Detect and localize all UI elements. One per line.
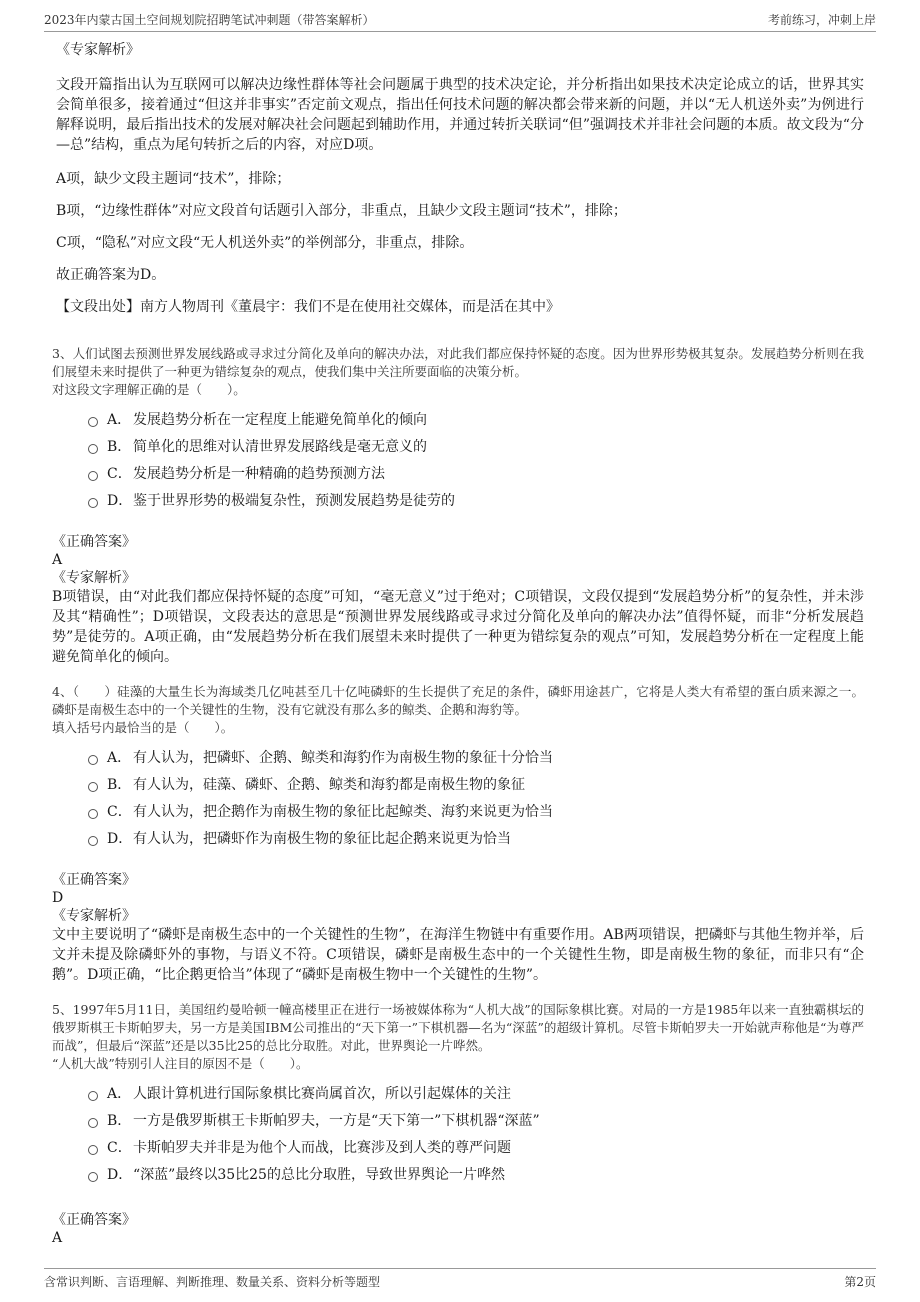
option-text: 发展趋势分析在一定程度上能避免简单化的倾向 (133, 411, 427, 428)
option-a[interactable] (88, 405, 864, 432)
expert-analysis-text: 文段开篇指出认为互联网可以解决边缘性群体等社会问题属于典型的技术决定论，并分析指出如果技术决定论成立的话，世界其实会简单很多，接着通过“但这并非事实”否定前文观点，指出任何技术问题的解决都会带来新的问题，并以“无人机送外卖”为例进行解释说明，最后指出技术的发展对解决社会问题起到辅助作用，并通过转折关联词“但”强调技术并非社会问题的本质。故文段为“分—总”结构，重点为尾句转折之后的内容，对应D项。 (56, 77, 864, 153)
option-letter: C． (107, 1139, 132, 1156)
option-letter: B． (107, 438, 132, 455)
option-c[interactable] (88, 797, 864, 824)
analysis-option-c: C项，“隐私”对应文段“无人机送外卖”的举例部分，非重点，排除。 (56, 235, 474, 251)
question-3 (52, 345, 864, 667)
answer-options (88, 743, 864, 851)
radio-icon[interactable] (88, 755, 98, 765)
option-text: 有人认为，把磷虾作为南极生物的象征比起企鹅来说更为恰当 (133, 830, 511, 847)
page-header (44, 8, 876, 32)
option-text: 发展趋势分析是一种精确的趋势预测方法 (133, 465, 385, 482)
analysis-conclusion: 故正确答案为D。 (56, 267, 166, 283)
question-5 (52, 1001, 864, 1247)
expert-analysis-text: 文中主要说明了“磷虾是南极生态中的一个关键性的生物”，在海洋生物链中有重要作用。AB两项错误，把磷虾与其他生物并举，后文并未提及除磷虾外的事物，与语义不符。C项错误，磷虾是南极生态中的一个关键性生物，即是南极生物的象征，而非只有“企鹅”。D项正确，“比企鹅更恰当”体现了“磷虾是南极生物中一个关键性的生物”。 (52, 927, 864, 983)
radio-icon[interactable] (88, 809, 98, 819)
option-text: 有人认为，硅藻、磷虾、企鹅、鲸类和海豹都是南极生物的象征 (133, 776, 525, 793)
footer-topics: 含常识判断、言语理解、判断推理、数量关系、资料分析等题型 (44, 1275, 381, 1289)
question-4 (52, 683, 864, 985)
option-letter: D． (107, 830, 133, 847)
option-letter: D． (107, 492, 133, 509)
radio-icon[interactable] (88, 1145, 98, 1155)
passage-source: 【文段出处】南方人物周刊《董晨宇：我们不是在使用社交媒体，而是活在其中》 (56, 299, 560, 315)
correct-answer: A (52, 1230, 63, 1246)
expert-analysis-label: 《专家解析》 (52, 908, 136, 924)
option-text: 简单化的思维对认清世界发展路线是毫无意义的 (133, 438, 427, 455)
page-footer (44, 1268, 876, 1295)
analysis-option-a: A项，缺少文段主题词“技术”，排除； (56, 171, 291, 187)
expert-analysis-text: B项错误，由“对此我们都应保持怀疑的态度”可知，“毫无意义”过于绝对；C项错误，文段仅提到“发展趋势分析”的复杂性，并未涉及其“精确性”；D项错误，文段表达的意思是“预测世界发展线路或寻求过分简化及单向的解决办法”值得怀疑，而非“分析发展趋势”是徒劳的。A项正确，由“发展趋势分析在我们展望未来时提供了一种更为错综复杂的观点”可知，发展趋势分析在一定程度上能避免简单化的倾向。 (52, 589, 864, 665)
radio-icon[interactable] (88, 498, 98, 508)
option-d[interactable] (88, 1160, 864, 1187)
option-letter: B． (107, 1112, 132, 1129)
correct-answer: D (52, 890, 64, 906)
correct-answer-label: 《正确答案》 (52, 872, 136, 888)
expert-analysis-label: 《专家解析》 (52, 570, 136, 586)
option-b[interactable] (88, 432, 864, 459)
answer-options (88, 405, 864, 513)
option-text: 有人认为，把磷虾、企鹅、鲸类和海豹作为南极生物的象征十分恰当 (133, 749, 553, 766)
page-content (52, 40, 864, 1247)
option-text: 一方是俄罗斯棋王卡斯帕罗夫，一方是“天下第一”下棋机器“深蓝” (133, 1112, 540, 1129)
option-d[interactable] (88, 486, 864, 513)
question-prompt: 填入括号内最恰当的是（ ）。 (52, 720, 234, 735)
option-letter: A． (107, 411, 132, 428)
option-text: 鉴于世界形势的极端复杂性，预测发展趋势是徒劳的 (133, 492, 455, 509)
option-c[interactable] (88, 459, 864, 486)
option-a[interactable] (88, 1079, 864, 1106)
radio-icon[interactable] (88, 1118, 98, 1128)
radio-icon[interactable] (88, 471, 98, 481)
option-letter: C． (107, 465, 132, 482)
option-text: 有人认为，把企鹅作为南极生物的象征比起鲸类、海豹来说更为恰当 (133, 803, 553, 820)
radio-icon[interactable] (88, 1172, 98, 1182)
option-letter: B． (107, 776, 132, 793)
radio-icon[interactable] (88, 417, 98, 427)
question-stem: 5、1997年5月11日，美国纽约曼哈顿一幢高楼里正在进行一场被媒体称为“人机大战”的国际象棋比赛。对局的一方是1985年以来一直独霸棋坛的俄罗斯棋王卡斯帕罗夫，另一方是美国IBM公司推出的“天下第一”下棋机器—名为“深蓝”的超级计算机。尽管卡斯帕罗夫一开始就声称他是“为尊严而战”，但最后“深蓝”还是以35比25的总比分取胜。对此，世界舆论一片哗然。 (52, 1002, 864, 1053)
option-letter: C． (107, 803, 132, 820)
option-letter: A． (107, 1085, 132, 1102)
option-letter: A． (107, 749, 132, 766)
radio-icon[interactable] (88, 836, 98, 846)
question-prompt: “人机大战”特别引人注目的原因不是（ ）。 (52, 1056, 309, 1071)
correct-answer-label: 《正确答案》 (52, 1212, 136, 1228)
analysis-option-b: B项，“边缘性群体”对应文段首句话题引入部分，非重点，且缺少文段主题词“技术”，排除； (56, 203, 627, 219)
header-slogan: 考前练习，冲刺上岸 (767, 13, 876, 27)
page-number: 第2页 (844, 1275, 876, 1289)
option-text: 卡斯帕罗夫并非是为他个人而战，比赛涉及到人类的尊严问题 (133, 1139, 511, 1156)
answer-options (88, 1079, 864, 1187)
option-b[interactable] (88, 1106, 864, 1133)
question-stem: 4、（ ）硅藻的大量生长为海域类几亿吨甚至几十亿吨磷虾的生长提供了充足的条件，磷虾用途甚广，它将是人类大有希望的蛋白质来源之一。磷虾是南极生态中的一个关键性的生物，没有它就没有那么多的鲸类、企鹅和海豹等。 (52, 684, 864, 717)
question-prompt: 对这段文字理解正确的是（ ）。 (52, 382, 246, 397)
option-d[interactable] (88, 824, 864, 851)
option-b[interactable] (88, 770, 864, 797)
radio-icon[interactable] (88, 1091, 98, 1101)
correct-answer-label: 《正确答案》 (52, 534, 136, 550)
document-title: 2023年内蒙古国土空间规划院招聘笔试冲刺题（带答案解析） (44, 13, 375, 27)
option-letter: D． (107, 1166, 133, 1183)
question-stem: 3、人们试图去预测世界发展线路或寻求过分简化及单向的解决办法，对此我们都应保持怀疑的态度。因为世界形势极其复杂。发展趋势分析则在我们展望未来时提供了一种更为错综复杂的观点，使我们集中关注所要面临的决策分析。 (52, 346, 864, 379)
radio-icon[interactable] (88, 782, 98, 792)
option-c[interactable] (88, 1133, 864, 1160)
expert-analysis-label: 《专家解析》 (56, 42, 140, 58)
option-a[interactable] (88, 743, 864, 770)
option-text: “深蓝”最终以35比25的总比分取胜，导致世界舆论一片哗然 (133, 1166, 505, 1183)
correct-answer: A (52, 552, 63, 568)
radio-icon[interactable] (88, 444, 98, 454)
option-text: 人跟计算机进行国际象棋比赛尚属首次，所以引起媒体的关注 (133, 1085, 511, 1102)
question-2-analysis (56, 40, 864, 317)
